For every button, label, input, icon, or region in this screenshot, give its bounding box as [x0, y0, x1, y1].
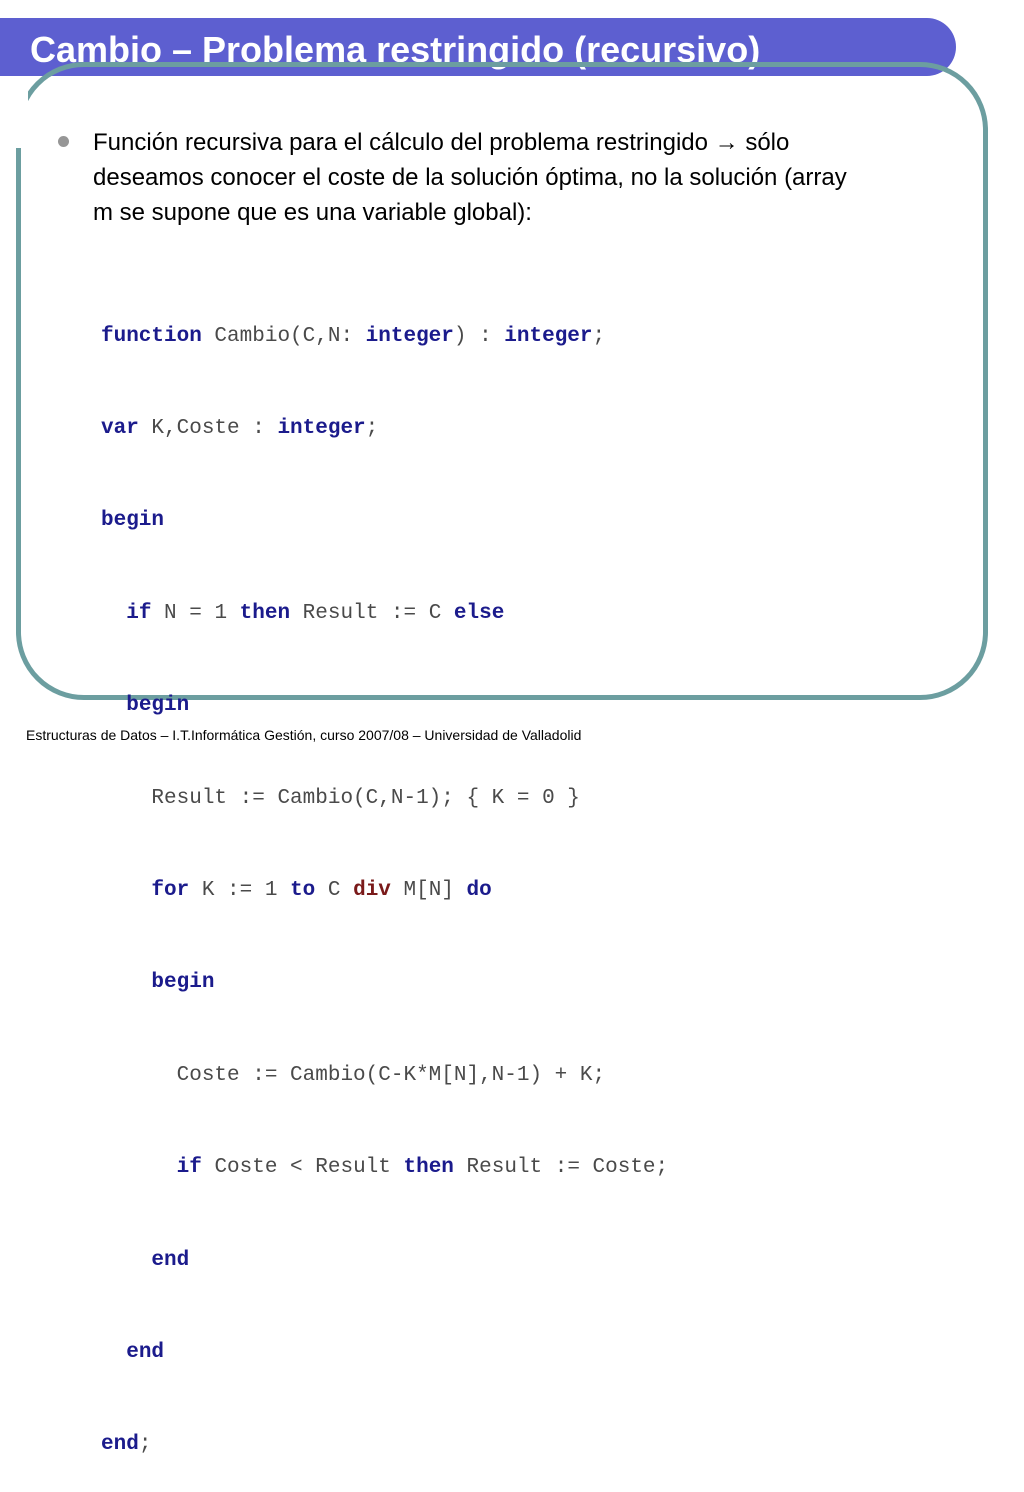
- code-block: [101, 260, 668, 1492]
- code-line-1: function Cambio(C,N: integer) : integer;: [101, 324, 606, 348]
- code-line-4: if N = 1 then Result := C else: [126, 601, 505, 625]
- slide-title: Cambio – Problema restringido (recursivo): [30, 29, 761, 70]
- code-line-8: begin: [151, 971, 215, 995]
- frame-gap: [10, 78, 28, 148]
- code-line-12: end: [126, 1340, 165, 1364]
- bullet-dot-icon: [58, 136, 69, 147]
- code-line-10: if Coste < Result then Result := Coste;: [176, 1156, 669, 1180]
- code-line-9: Coste := Cambio(C-K*M[N],N-1) + K;: [176, 1063, 606, 1087]
- code-line-13: end;: [101, 1433, 152, 1457]
- code-line-7: for K := 1 to C div M[N] do: [151, 878, 492, 902]
- code-line-2: var K,Coste : integer;: [101, 416, 379, 440]
- code-line-5: begin: [126, 694, 190, 718]
- bullet-text: Función recursiva para el cálculo del problema restringido → sólo deseamos conocer el coste de la solución óptima, no la solución (array m se supone que es una variable global):: [93, 129, 847, 226]
- footer-text: Estructuras de Datos – I.T.Informática Gestión, curso 2007/08 – Universidad de Valladolid: [26, 727, 582, 743]
- code-line-6: Result := Cambio(C,N-1); { K = 0 }: [151, 786, 580, 810]
- code-line-3: begin: [101, 509, 165, 533]
- code-line-11: end: [151, 1248, 190, 1272]
